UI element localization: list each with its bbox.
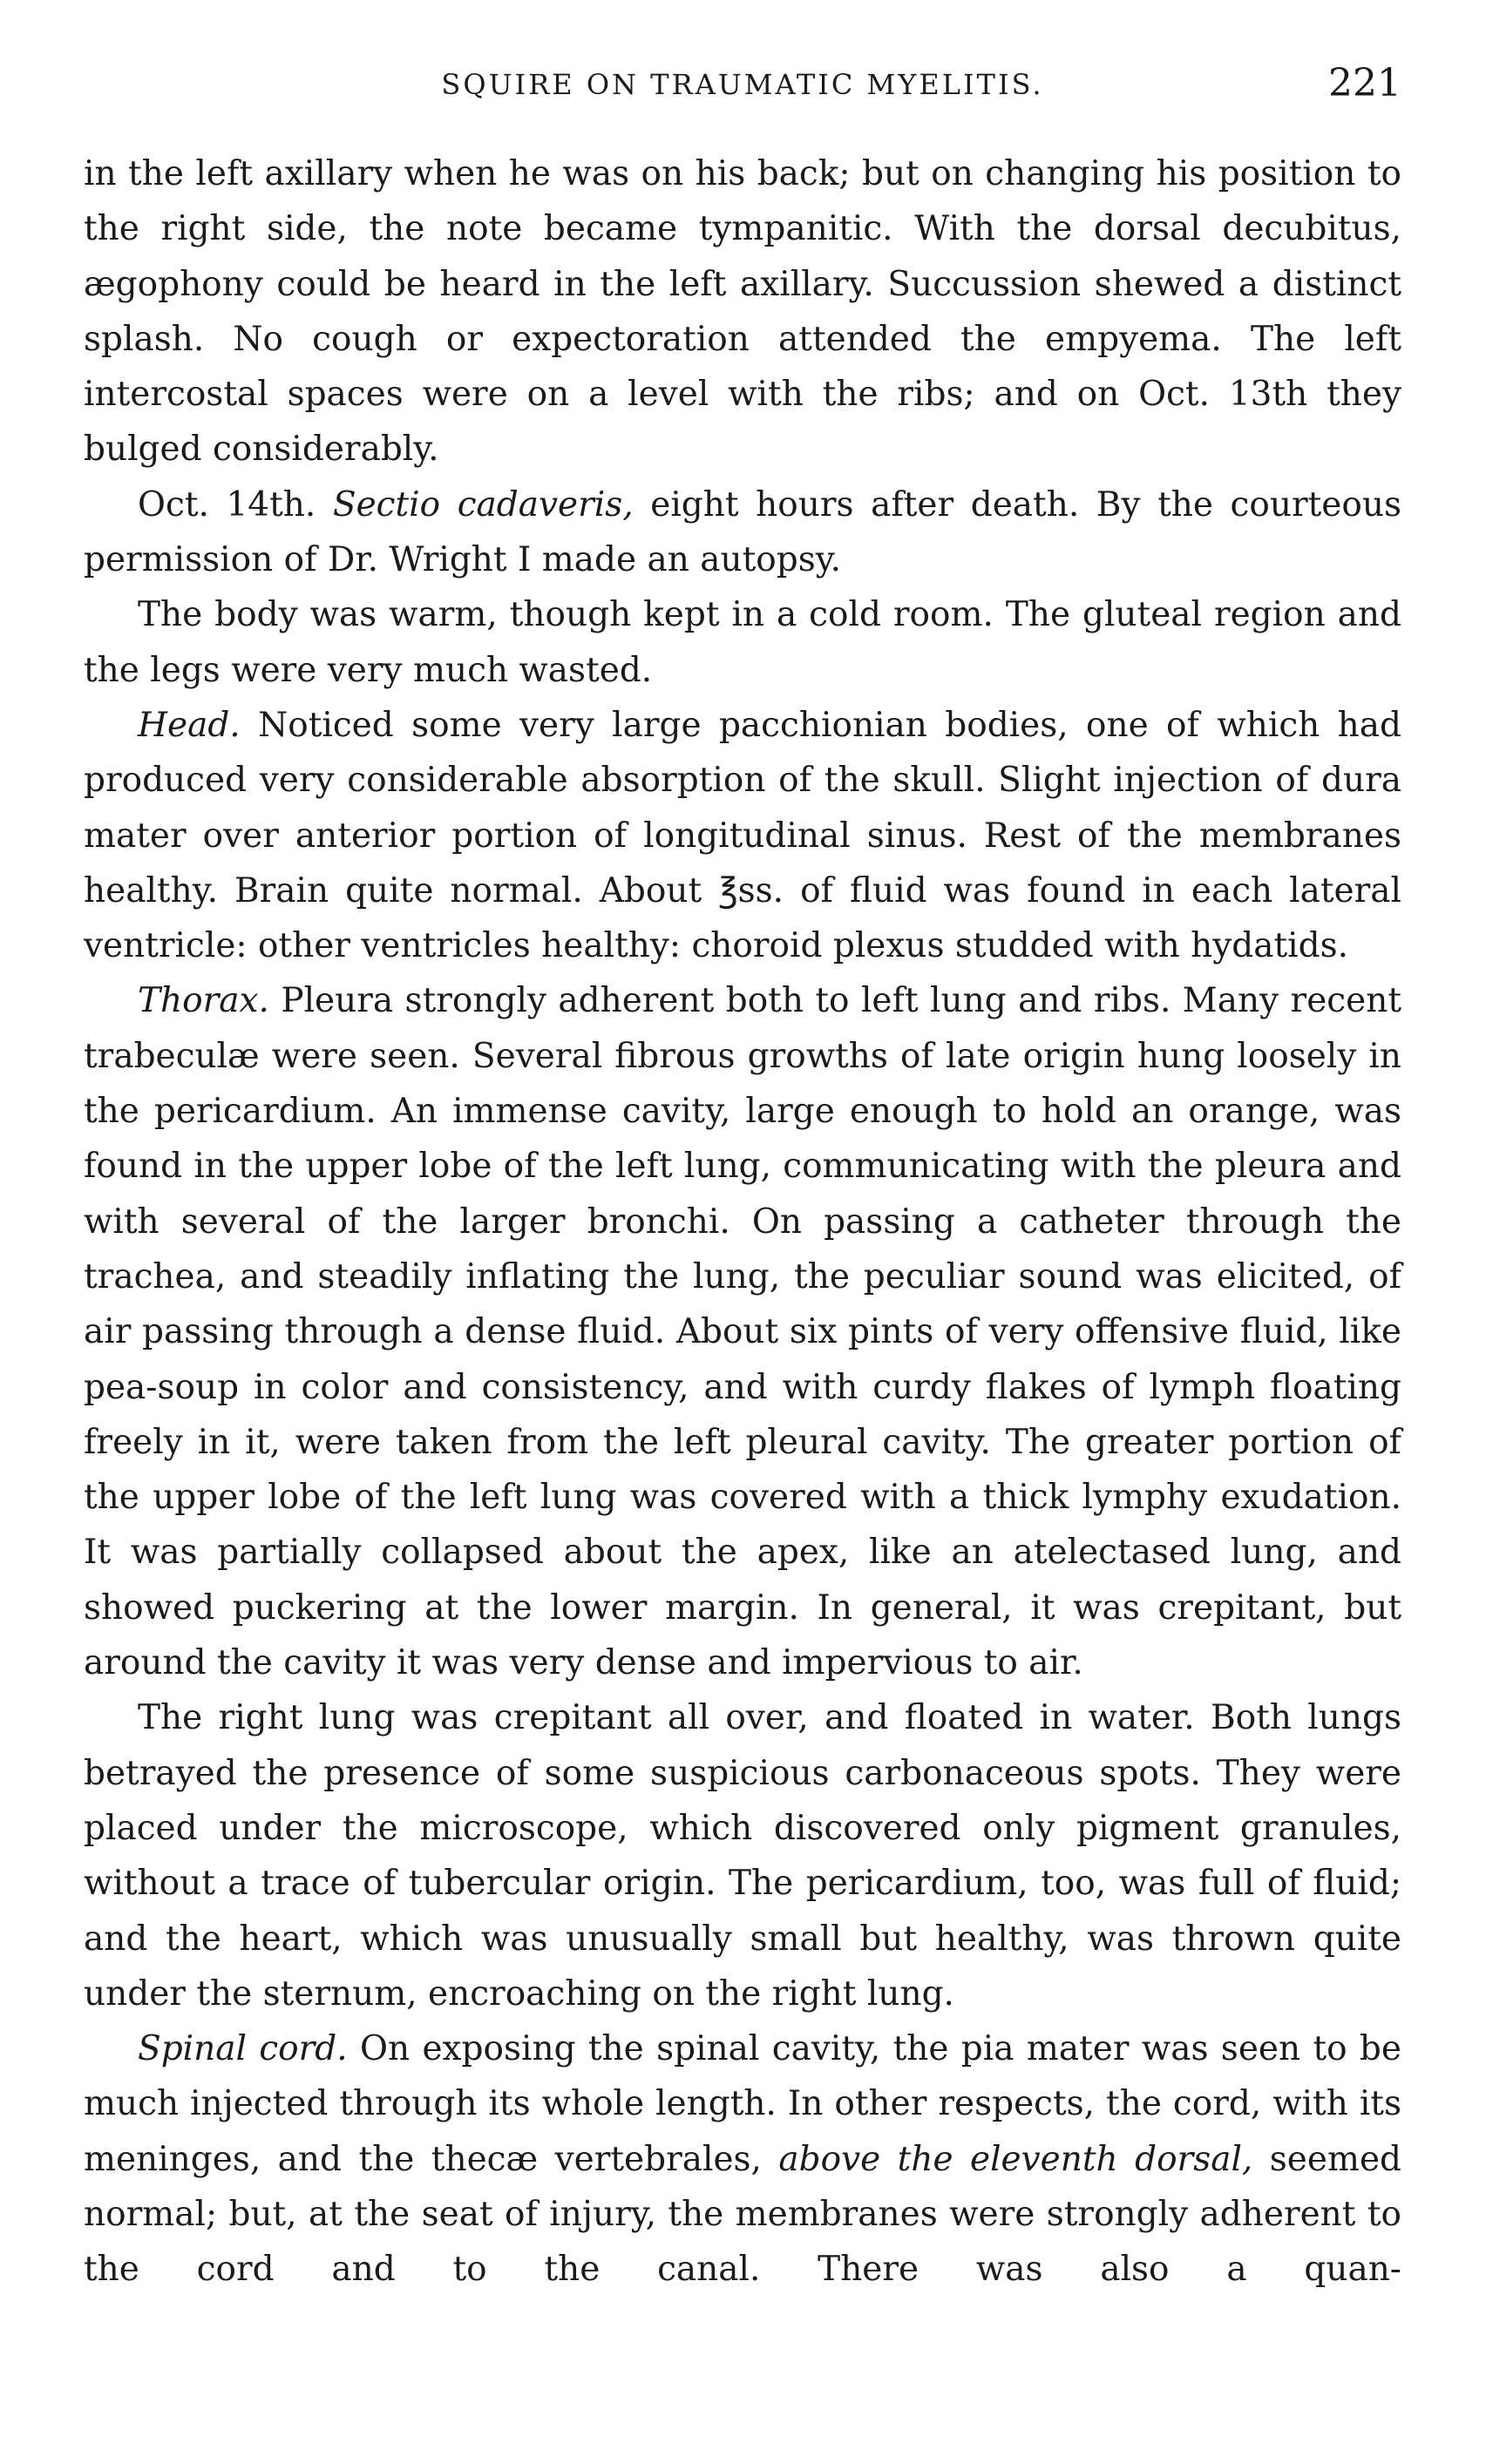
paragraph-head (84, 698, 1401, 973)
paragraph-text: Noticed some very large pacchionian bodies, one of which had produced very considerable absorption of the skull. Slight injection of dura mater over anterior portion of longitudinal sinus. Rest of the membranes healthy. Brain quite normal. About ℥ss. of fluid was found in each lateral ventricle: other ventricles healthy: choroid plexus studded with hydatids. (84, 705, 1401, 966)
section-heading-spinal-cord: Spinal cord. (138, 2029, 348, 2069)
running-head (84, 61, 1401, 131)
italic-phrase: above the eleventh dorsal, (778, 2139, 1253, 2179)
paragraph-body (84, 587, 1401, 698)
page-number: 221 (1328, 61, 1401, 105)
section-heading-head: Head. (138, 705, 241, 745)
paragraph-right-lung (84, 1690, 1401, 2021)
paragraph-continuation (84, 146, 1401, 477)
paragraph-lead: Oct. 14th. (138, 484, 333, 525)
body-text (84, 146, 1401, 2298)
paragraph-spinal-cord (84, 2021, 1401, 2297)
running-title: SQUIRE ON TRAUMATIC MYELITIS. (441, 68, 1044, 101)
paragraph-thorax (84, 973, 1401, 1690)
paragraph-text: The right lung was crepitant all over, and floated in water. Both lungs betrayed the presence of some suspicious carbonaceous spots. They were placed under the microscope, which discovered only pigment granules, without a trace of tubercular origin. The pericardium, too, was full of fluid; and the heart, which was unusually small but healthy, was thrown quite under the sternum, encroaching on the right lung. (84, 1698, 1401, 2014)
paragraph-text: in the left axillary when he was on his back; but on changing his position to the right side, the note became tympanitic. With the dorsal decubitus, ægophony could be heard in the left axillary. Succussion shewed a distinct splash. No cough or expectoration attended the empyema. The left intercostal spaces were on a level with the ribs; and on Oct. 13th they bulged considerably. (84, 154, 1401, 470)
paragraph-text: eight hours after death. By the courteous permission of Dr. Wright I made an autopsy. (84, 484, 1401, 580)
paragraph-text-end: seemed normal; but, at the seat of injury, the membranes were strongly adherent to the cord and to the canal. There was also a quan- (84, 2139, 1401, 2290)
paragraph-text: Pleura strongly adherent both to left lung and ribs. Many recent trabeculæ were seen. Several fibrous growths of late origin hung loosely in the pericardium. An immense cavity, large enough to hold an orange, was found in the upper lobe of the left lung, communicating with the pleura and with several of the larger bronchi. On passing a catheter through the trachea, and steadily inflating the lung, the peculiar sound was elicited, of air passing through a dense fluid. About six pints of very offensive fluid, like pea-soup in color and consistency, and with curdy flakes of lymph floating freely in it, were taken from the left pleural cavity. The greater portion of the upper lobe of the left lung was covered with a thick lymphy exudation. It was partially collapsed about the apex, like an atelectased lung, and showed puckering at the lower margin. In general, it was crepitant, but around the cavity it was very dense and impervious to air. (84, 981, 1401, 1683)
italic-term: Sectio cadaveris, (332, 484, 634, 525)
section-heading-thorax: Thorax. (138, 981, 269, 1021)
page (84, 61, 1401, 2298)
paragraph-text: On exposing the spinal cavity, the pia mater was seen to be much injected through its whole length. In other respects, the cord, with its meninges, and the thecæ vertebrales, (84, 2029, 1401, 2179)
paragraph-sectio (84, 477, 1401, 588)
paragraph-text: The body was warm, though kept in a cold room. The gluteal region and the legs were very much wasted. (84, 595, 1401, 690)
